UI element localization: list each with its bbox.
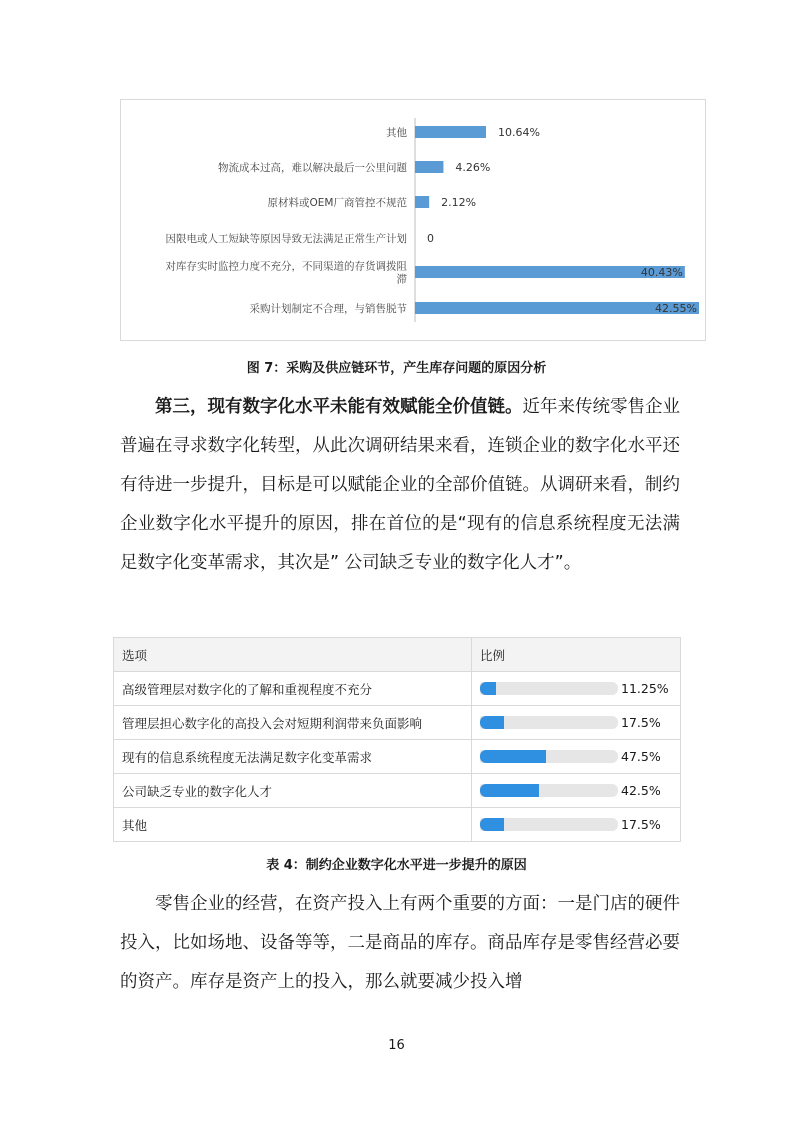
header-ratio: 比例 [472, 638, 681, 672]
paragraph-digitalization [120, 388, 680, 583]
paragraph-lead: 第三，现有数字化水平未能有效赋能全价值链。 [155, 397, 523, 417]
data-label: 10.64% [498, 126, 540, 139]
category-label: 其他 [386, 127, 407, 139]
percent-label: 17.5% [621, 817, 661, 832]
page-number: 16 [388, 1038, 405, 1053]
ratio-cell [472, 774, 681, 808]
progress-fill [480, 716, 504, 729]
table-row [114, 740, 681, 774]
header-option: 选项 [114, 638, 472, 672]
reasons-table [113, 637, 681, 842]
data-label: 4.26% [455, 161, 491, 174]
category-label: 物流成本过高，难以解决最后一公里问题 [218, 162, 407, 174]
table-row [114, 808, 681, 842]
table-row [114, 672, 681, 706]
figure-caption: 图 7：采购及供应链环节，产生库存问题的原因分析 [246, 361, 547, 376]
progress-track [480, 682, 618, 695]
paragraph-body: 零售企业的经营，在资产投入上有两个重要的方面：一是门店的硬件投入，比如场地、设备等等，二是商品的库存。商品库存是零售经营必要的资产。库存是资产上的投入，那么就要减少投入增 [120, 894, 680, 992]
option-cell: 公司缺乏专业的数字化人才 [114, 774, 472, 808]
table-row [114, 774, 681, 808]
option-cell: 高级管理层对数字化的了解和重视程度不充分 [114, 672, 472, 706]
category-label: 对库存实时监控力度不充分，不同渠道的存货调拨阻 [165, 260, 407, 273]
category-label: 滞 [396, 273, 407, 286]
progress-track [480, 750, 618, 763]
paragraph-inventory [120, 885, 680, 1002]
category-label: 原材料或OEM厂商管控不规范 [267, 197, 407, 209]
option-cell: 管理层担心数字化的高投入会对短期利润带来负面影响 [114, 706, 472, 740]
progress-fill [480, 784, 539, 797]
progress-fill [480, 682, 496, 695]
percent-label: 11.25% [621, 681, 669, 696]
ratio-bar-wrap [480, 749, 672, 764]
table-header-row [114, 638, 681, 672]
progress-track [480, 818, 618, 831]
percent-label: 17.5% [621, 715, 661, 730]
ratio-cell [472, 706, 681, 740]
bar-chart [121, 100, 707, 342]
progress-fill [480, 818, 504, 831]
data-label: 40.43% [640, 266, 683, 279]
bar [415, 126, 486, 138]
ratio-bar-wrap [480, 715, 672, 730]
data-label: 0 [427, 232, 434, 245]
ratio-bar-wrap [480, 817, 672, 832]
data-label: 42.55% [655, 302, 697, 315]
category-label: 因限电或人工短缺等原因导致无法满足正常生产计划 [165, 233, 407, 245]
table-row [114, 706, 681, 740]
ratio-cell [472, 740, 681, 774]
bar [415, 196, 429, 208]
progress-fill [480, 750, 546, 763]
option-cell: 现有的信息系统程度无法满足数字化变革需求 [114, 740, 472, 774]
ratio-cell [472, 808, 681, 842]
paragraph-body: 近年来传统零售企业普遍在寻求数字化转型，从此次调研结果来看，连锁企业的数字化水平还有待进一步提升，目标是可以赋能企业的全部价值链。从调研来看，制约企业数字化水平提升的原因，排在首位的是“现有的信息系统程度无法满足数字化变革需求，其次是” 公司缺乏专业的数字化人才”。 [120, 397, 680, 573]
progress-track [480, 716, 618, 729]
option-cell: 其他 [114, 808, 472, 842]
category-label: 采购计划制定不合理，与销售脱节 [249, 303, 407, 315]
percent-label: 47.5% [621, 749, 661, 764]
progress-track [480, 784, 618, 797]
data-label: 2.12% [441, 196, 477, 209]
table-caption: 表 4：制约企业数字化水平进一步提升的原因 [266, 858, 527, 873]
chart-frame [120, 99, 706, 341]
ratio-cell [472, 672, 681, 706]
ratio-bar-wrap [480, 681, 672, 696]
percent-label: 42.5% [621, 783, 661, 798]
ratio-bar-wrap [480, 783, 672, 798]
bar [415, 161, 443, 173]
